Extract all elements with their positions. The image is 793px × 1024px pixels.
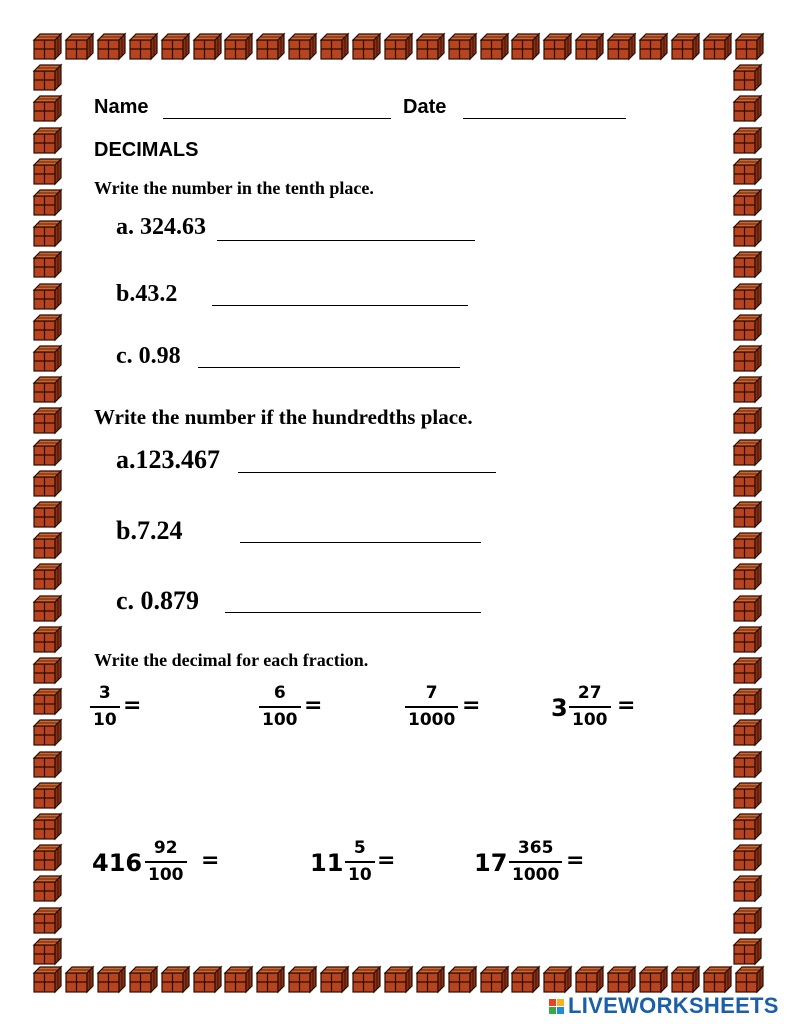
- brick-icon: [734, 65, 761, 90]
- brick-icon: [576, 34, 603, 59]
- brick-icon: [734, 939, 761, 964]
- s1-item-b-label: b.43.2: [116, 281, 178, 307]
- brick-icon: [34, 315, 61, 340]
- equals-sign: =: [123, 693, 142, 718]
- brick-icon: [734, 502, 761, 527]
- fraction-r1-4: [569, 683, 611, 732]
- section1-instruction: Write the number in the tenth place.: [94, 178, 374, 198]
- s1-item-c-label: c. 0.98: [116, 343, 181, 369]
- s1-item-a-blank[interactable]: [217, 240, 475, 241]
- brick-icon: [34, 471, 61, 496]
- brick-icon: [34, 627, 61, 652]
- name-label: Name: [94, 96, 149, 118]
- brick-icon: [34, 908, 61, 933]
- liveworksheets-logo: [549, 993, 779, 1019]
- brick-icon: [544, 967, 571, 992]
- brick-icon: [194, 34, 221, 59]
- brick-icon: [162, 34, 189, 59]
- brick-icon: [481, 967, 508, 992]
- brick-icon: [417, 34, 444, 59]
- brick-icon: [512, 967, 539, 992]
- whole-number: 416: [92, 849, 143, 877]
- brick-icon: [734, 720, 761, 745]
- brick-icon: [225, 34, 252, 59]
- fraction-r2-3: [509, 838, 562, 887]
- brick-icon: [34, 96, 61, 121]
- brick-icon: [736, 34, 763, 59]
- equals-sign: =: [566, 848, 585, 873]
- brick-icon: [34, 967, 61, 992]
- denominator: 10: [348, 865, 372, 886]
- numerator: 365: [517, 838, 554, 858]
- s2-item-c-label: c. 0.879: [116, 586, 200, 615]
- brick-icon: [734, 96, 761, 121]
- brick-icon: [289, 967, 316, 992]
- brick-icon: [608, 34, 635, 59]
- brick-icon: [734, 346, 761, 371]
- brick-icon: [417, 967, 444, 992]
- numerator: 92: [153, 838, 178, 858]
- brick-icon: [34, 720, 61, 745]
- brick-icon: [544, 34, 571, 59]
- brick-icon: [321, 34, 348, 59]
- date-blank[interactable]: [463, 118, 626, 119]
- brick-icon: [34, 814, 61, 839]
- brick-icon: [34, 564, 61, 589]
- brick-icon: [34, 128, 61, 153]
- brick-icon: [34, 783, 61, 808]
- brick-icon: [576, 967, 603, 992]
- denominator: 100: [572, 710, 608, 731]
- brick-icon: [34, 658, 61, 683]
- brick-icon: [734, 689, 761, 714]
- denominator: 100: [148, 865, 184, 886]
- fraction-r2-2: [345, 838, 375, 887]
- brick-icon: [34, 408, 61, 433]
- brick-icon: [640, 34, 667, 59]
- brick-icon: [736, 967, 763, 992]
- brick-icon: [34, 752, 61, 777]
- brick-icon: [321, 967, 348, 992]
- brick-icon: [162, 967, 189, 992]
- brick-icon: [34, 596, 61, 621]
- brick-icon: [385, 967, 412, 992]
- numerator: 3: [98, 683, 111, 703]
- denominator: 1000: [408, 710, 456, 731]
- logo-text: LIVEWORKSHEETS: [568, 993, 779, 1018]
- s2-item-b-label: b.7.24: [116, 516, 183, 545]
- brick-icon: [385, 34, 412, 59]
- brick-icon: [449, 34, 476, 59]
- s2-item-a-blank[interactable]: [238, 472, 496, 473]
- brick-icon: [734, 752, 761, 777]
- s1-item-a-label: a. 324.63: [116, 214, 206, 240]
- s1-item-b-blank[interactable]: [212, 305, 468, 306]
- brick-icon: [512, 34, 539, 59]
- brick-icon: [734, 252, 761, 277]
- s2-item-a-label: a.123.467: [116, 445, 220, 474]
- brick-icon: [130, 967, 157, 992]
- brick-icon: [34, 876, 61, 901]
- brick-icon: [734, 408, 761, 433]
- brick-icon: [734, 908, 761, 933]
- brick-icon: [734, 658, 761, 683]
- fraction-r2-1: [145, 838, 187, 887]
- brick-icon: [704, 34, 731, 59]
- brick-icon: [734, 221, 761, 246]
- equals-sign: =: [377, 848, 396, 873]
- brick-icon: [257, 967, 284, 992]
- brick-icon: [734, 814, 761, 839]
- section3-instruction: Write the decimal for each fraction.: [94, 650, 369, 670]
- equals-sign: =: [201, 848, 220, 873]
- brick-icon: [353, 34, 380, 59]
- fraction-r1-1: [90, 683, 120, 732]
- fraction-r1-2: [259, 683, 301, 732]
- denominator: 100: [262, 710, 298, 731]
- brick-icon: [34, 689, 61, 714]
- brick-icon: [640, 967, 667, 992]
- brick-icon: [257, 34, 284, 59]
- whole-number: 17: [474, 849, 508, 877]
- s2-item-b-blank[interactable]: [240, 542, 481, 543]
- brick-icon: [734, 284, 761, 309]
- brick-icon: [734, 159, 761, 184]
- brick-icon: [734, 377, 761, 402]
- denominator: 1000: [512, 865, 560, 886]
- brick-icon: [734, 471, 761, 496]
- whole-number: 3: [551, 694, 568, 722]
- brick-icon: [734, 128, 761, 153]
- equals-sign: =: [617, 693, 636, 718]
- brick-icon: [481, 34, 508, 59]
- logo-squares-icon: [549, 999, 564, 1014]
- brick-icon: [66, 967, 93, 992]
- brick-icon: [34, 377, 61, 402]
- s2-item-c-blank[interactable]: [225, 612, 481, 613]
- brick-icon: [289, 34, 316, 59]
- brick-icon: [353, 967, 380, 992]
- numerator: 6: [273, 683, 286, 703]
- s1-item-c-blank[interactable]: [198, 367, 460, 368]
- date-label: Date: [403, 96, 447, 118]
- brick-icon: [194, 967, 221, 992]
- brick-icon: [734, 190, 761, 215]
- brick-icon: [130, 34, 157, 59]
- brick-icon: [734, 783, 761, 808]
- brick-icon: [734, 315, 761, 340]
- brick-icon: [34, 252, 61, 277]
- brick-icon: [66, 34, 93, 59]
- brick-icon: [734, 845, 761, 870]
- brick-icon: [672, 967, 699, 992]
- brick-icon: [449, 967, 476, 992]
- brick-icon: [34, 502, 61, 527]
- brick-icon: [34, 190, 61, 215]
- brick-icon: [98, 967, 125, 992]
- section2-instruction: Write the number if the hundredths place.: [94, 405, 473, 429]
- brick-icon: [734, 627, 761, 652]
- brick-icon: [34, 845, 61, 870]
- numerator: 27: [577, 683, 602, 703]
- brick-icon: [225, 967, 252, 992]
- brick-icon: [34, 221, 61, 246]
- numerator: 5: [353, 838, 366, 858]
- brick-icon: [34, 34, 61, 59]
- brick-icon: [34, 346, 61, 371]
- brick-icon: [734, 564, 761, 589]
- name-blank[interactable]: [163, 118, 391, 119]
- denominator: 10: [93, 710, 117, 731]
- brick-icon: [734, 876, 761, 901]
- brick-icon: [734, 440, 761, 465]
- fraction-r1-3: [405, 683, 458, 732]
- brick-icon: [672, 34, 699, 59]
- equals-sign: =: [304, 693, 323, 718]
- brick-icon: [704, 967, 731, 992]
- equals-sign: =: [462, 693, 481, 718]
- brick-icon: [34, 284, 61, 309]
- brick-icon: [734, 533, 761, 558]
- whole-number: 11: [310, 849, 344, 877]
- brick-icon: [34, 440, 61, 465]
- brick-icon: [98, 34, 125, 59]
- page-title: DECIMALS: [94, 139, 199, 161]
- brick-icon: [34, 533, 61, 558]
- brick-icon: [34, 159, 61, 184]
- brick-icon: [734, 596, 761, 621]
- brick-icon: [608, 967, 635, 992]
- brick-icon: [34, 65, 61, 90]
- brick-icon: [34, 939, 61, 964]
- numerator: 7: [425, 683, 438, 703]
